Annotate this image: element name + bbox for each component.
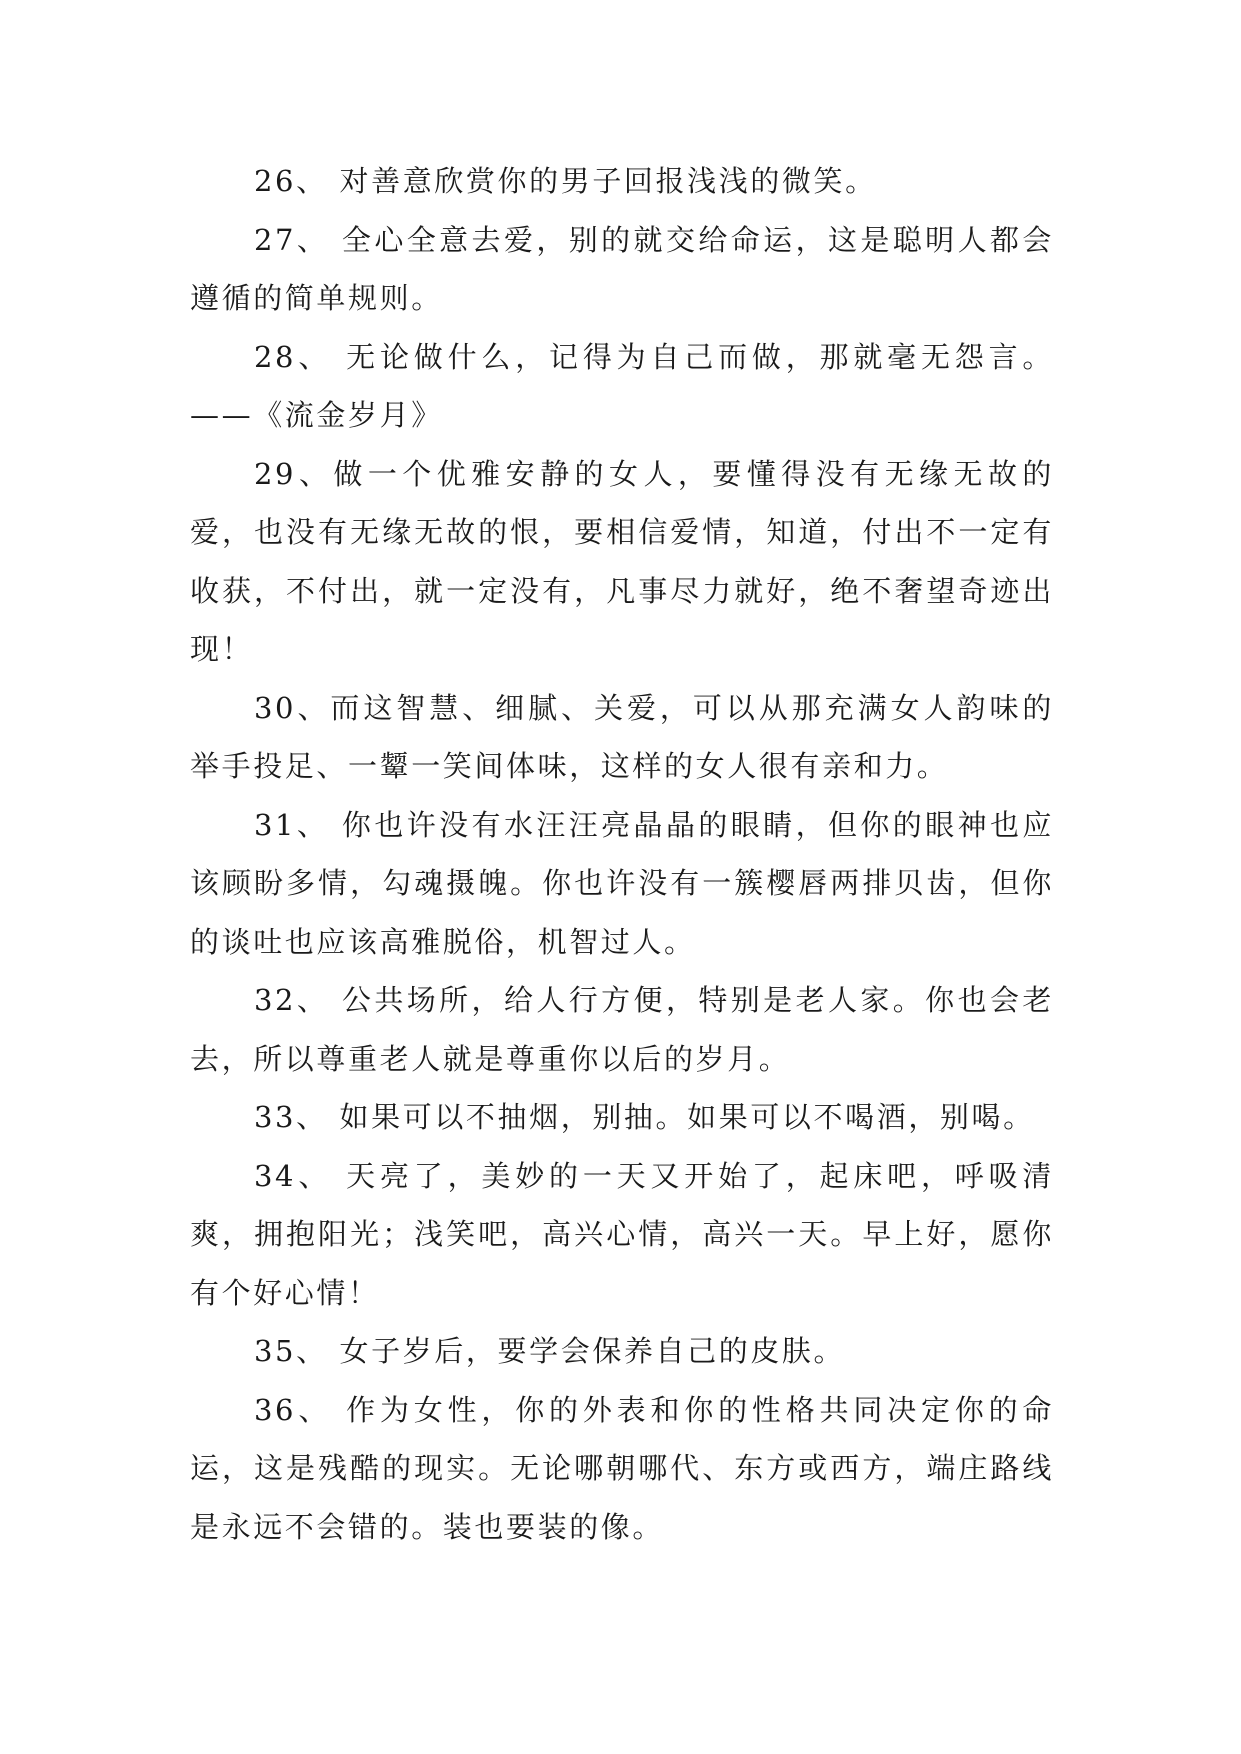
paragraph-26: 26、 对善意欣赏你的男子回报浅浅的微笑。 [254, 164, 877, 198]
document-body [190, 152, 1054, 1556]
paragraph-36: 36、 作为女性，你的外表和你的性格共同决定你的命运，这是残酷的现实。无论哪朝哪代、东方或西方，端庄路线是永远不会错的。装也要装的像。 [190, 1392, 1054, 1544]
paragraph-31: 31、 你也许没有水汪汪亮晶晶的眼睛，但你的眼神也应该顾盼多情，勾魂摄魄。你也许没有一簇樱唇两排贝齿，但你的谈吐也应该高雅脱俗，机智过人。 [190, 807, 1054, 959]
paragraph-32: 32、 公共场所，给人行方便，特别是老人家。你也会老去，所以尊重老人就是尊重你以后的岁月。 [190, 983, 1054, 1076]
paragraph-35: 35、 女子岁后，要学会保养自己的皮肤。 [254, 1334, 846, 1368]
paragraph-34: 34、 天亮了，美妙的一天又开始了，起床吧，呼吸清爽，拥抱阳光；浅笑吧，高兴心情，高兴一天。早上好，愿你有个好心情！ [190, 1158, 1054, 1310]
paragraph-30: 30、而这智慧、细腻、关爱，可以从那充满女人韵味的举手投足、一颦一笑间体味，这样的女人很有亲和力。 [190, 690, 1054, 783]
paragraph-27: 27、 全心全意去爱，别的就交给命运，这是聪明人都会遵循的简单规则。 [190, 222, 1054, 315]
paragraph-28: 28、 无论做什么，记得为自己而做，那就毫无怨言。——《流金岁月》 [190, 339, 1054, 432]
paragraph-29: 29、做一个优雅安静的女人，要懂得没有无缘无故的爱，也没有无缘无故的恨，要相信爱情，知道，付出不一定有收获，不付出，就一定没有，凡事尽力就好，绝不奢望奇迹出现！ [190, 456, 1054, 666]
paragraph-33: 33、 如果可以不抽烟，别抽。如果可以不喝酒，别喝。 [254, 1100, 1035, 1134]
